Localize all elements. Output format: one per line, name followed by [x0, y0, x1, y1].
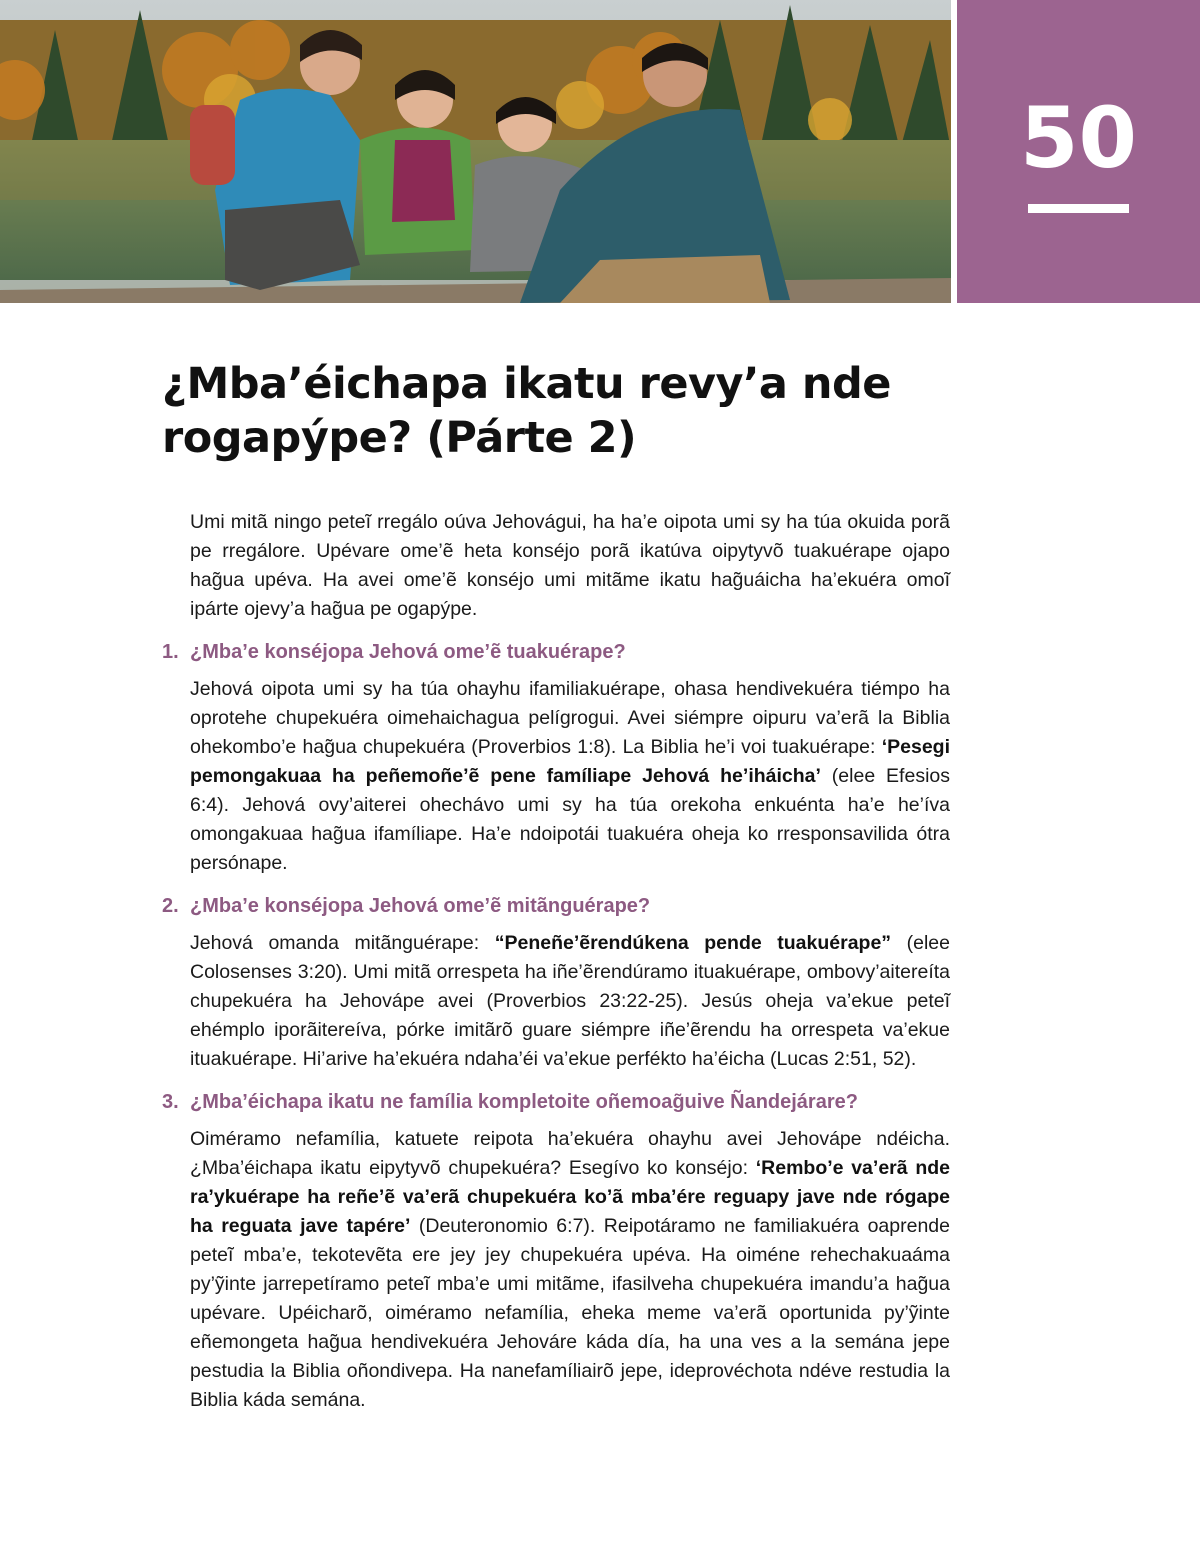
section-1-bold-quote: ‘Pesegi pemongakuaa ha peñemoñe’ẽ pene famíliape Jehová he’iháicha’	[190, 736, 950, 787]
section-1-paragraph	[190, 675, 950, 878]
section-2-text-after: (elee Colosenses 3:20). Umi mitã orrespeta ha iñe’ẽrendúramo ituakuérape, ombovy’aitereíta chupekuéra ha Jehovápe avei (Proverbios 23:22-25). Jesús oheja va’ekue peteĩ ehémplo iporãitereíva, pórke imitãrõ guare siémpre iñe’ẽrendu ha orrespeta va’ekue ituakuérape. Hi’arive ha’ekuéra ndaha’éi va’ekue perfékto ha’éicha (Lucas 2:51, 52).	[190, 932, 950, 1070]
section-3-question	[162, 1088, 950, 1116]
section-2-text-before: Jehová omanda mitãnguérape:	[190, 932, 495, 954]
section-1-text-after: (elee Efesios 6:4). Jehová ovy’aiterei ohechávo umi sy ha túa orekoha enkuénta ha’e he’íva omongakuaa hag̃ua ifamíliape. Ha’e ndoipotái tuakuéra oheja ko rresponsavilida ótra persónape.	[190, 765, 950, 874]
section-1-question	[162, 638, 950, 666]
section-3-text-after: (Deuteronomio 6:7). Reipotáramo ne familiakuéra oaprende peteĩ mba’e, tekotevẽta ere jey jey chupekuéra upéva. Ha oiméne rehechakuaáma py’ỹinte jarrepetíramo peteĩ mba’e umi mitãme, ifasilveha chupekuéra imandu’a hag̃ua upévare. Upéicharõ, oiméramo nefamília, eheka meme va’erã oportunida py’ỹinte eñemongeta hag̃ua hendivekuéra Jehováre káda día, ha una ves a la semána jepe pestudia la Biblia oñondivepa. Ha nanefamíliairõ jepe, ideprovéchota ndéve restudia la Biblia káda semána.	[190, 1215, 950, 1411]
section-3-number: 3.	[162, 1091, 179, 1113]
section-2-question-text: ¿Mba’e konséjopa Jehová ome’ẽ mitãnguérape?	[190, 895, 651, 917]
section-1-question-text: ¿Mba’e konséjopa Jehová ome’ẽ tuakuérape?	[190, 641, 626, 663]
section-2-paragraph	[190, 929, 950, 1074]
section-1-number: 1.	[162, 641, 179, 663]
section-2-number: 2.	[162, 895, 179, 917]
lesson-number: 50	[1020, 89, 1137, 187]
section-2-question	[162, 892, 950, 920]
header-photo-family-by-lake	[0, 0, 951, 303]
page-title: ¿Mba’éichapa ikatu revy’a nde rogapýpe? (Párte 2)	[162, 359, 891, 463]
lesson-number-box	[957, 0, 1200, 303]
lesson-number-underline	[1028, 204, 1129, 213]
section-3-paragraph	[190, 1125, 950, 1415]
section-2-bold-quote: “Peneñe’ẽrendúkena pende tuakuérape”	[494, 932, 892, 954]
section-3-text-before: Oiméramo nefamília, katuete reipota ha’ekuéra ohayhu avei Jehovápe ndéicha. ¿Mba’éichapa ikatu eipytyvõ chupekuéra? Esegívo ko konséjo:	[190, 1128, 950, 1179]
section-3-question-text: ¿Mba’éichapa ikatu ne família kompletoite oñemoag̃uive Ñandejárare?	[190, 1091, 858, 1113]
photo-illustration	[0, 0, 951, 303]
section-1-text-before: Jehová oipota umi sy ha túa ohayhu ifamiliakuérape, ohasa hendivekuéra tiémpo ha oprotehe chupekuéra oimehaichagua pelígrogui. Avei siémpre oipuru va’erã la Biblia ohekombo’e hag̃ua chupekuéra (Proverbios 1:8). La Biblia he’i voi tuakuérape:	[190, 678, 950, 758]
intro-paragraph: Umi mitã ningo peteĩ rregálo oúva Jehovágui, ha ha’e oipota umi sy ha túa okuida porã pe rregálore. Upévare ome’ẽ heta konséjo porã ikatúva oipytyvõ tuakuérape ojapo hag̃ua upéva. Ha avei ome’ẽ konséjo umi mitãme ikatu hag̃uáicha ha’ekuéra omoĩ ipárte ojevy’a hag̃ua pe ogapýpe.	[190, 511, 950, 620]
lesson-content	[162, 508, 950, 1415]
section-3-bold-quote: ‘Rembo’e va’erã nde ra’ykuérape ha reñe’ẽ va’erã chupekuéra ko’ã mba’ére reguapy jave nde rógape ha reguata jave tapére’	[190, 1157, 950, 1237]
